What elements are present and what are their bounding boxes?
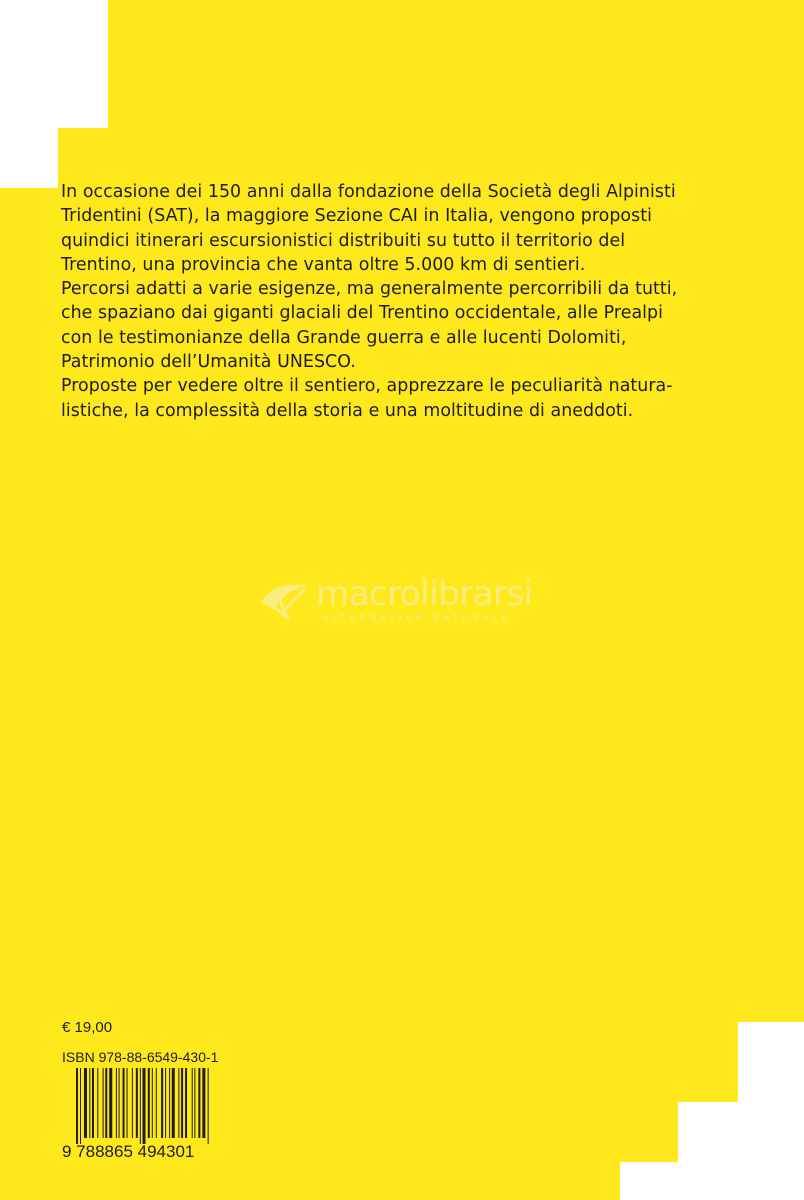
- white-corner-bottom-right-base: [620, 1162, 804, 1200]
- blurb-line: Percorsi adatti a varie esigenze, ma generalmente percorribili da tutti,: [61, 279, 678, 300]
- blurb-line: Tridentini (SAT), la maggiore Sezione CAI in Italia, vengono proposti: [61, 206, 652, 227]
- blurb-line: listiche, la complessità della storia e una moltitudine di aneddoti.: [61, 400, 634, 421]
- watermark-tagline: ALTERNATIVA NATURALE: [322, 614, 512, 624]
- barcode-digits: 9 788865 494301: [62, 1142, 195, 1161]
- blurb-line: Trentino, una provincia che vanta oltre 5.000 km di sentieri.: [61, 254, 586, 275]
- price-label: € 19,00: [62, 1019, 113, 1036]
- back-cover-blurb: [61, 180, 751, 423]
- blurb-line: che spaziano dai giganti glaciali del Trentino occidentale, alle Prealpi: [61, 303, 664, 324]
- blurb-line: quindici itinerari escursionistici distribuiti su tutto il territorio del: [61, 230, 626, 251]
- macrolibrarsi-watermark: [258, 574, 558, 634]
- blurb-line: Proposte per vedere oltre il sentiero, apprezzare le peculiarità natura-: [61, 376, 673, 397]
- barcode-icon: [76, 1068, 248, 1144]
- watermark-name: macrolibrarsi: [316, 574, 533, 614]
- blurb-line: In occasione dei 150 anni dalla fondazione della Società degli Alpinisti: [61, 182, 676, 202]
- isbn-label: ISBN 978-88-6549-430-1: [62, 1049, 219, 1065]
- leaf-swoosh-icon: [258, 580, 314, 620]
- blurb-line: con le testimonianze della Grande guerra e alle lucenti Dolomiti,: [61, 327, 627, 348]
- white-corner-top-left-step: [0, 0, 108, 128]
- blurb-line: Patrimonio dell’Umanità UNESCO.: [61, 352, 356, 373]
